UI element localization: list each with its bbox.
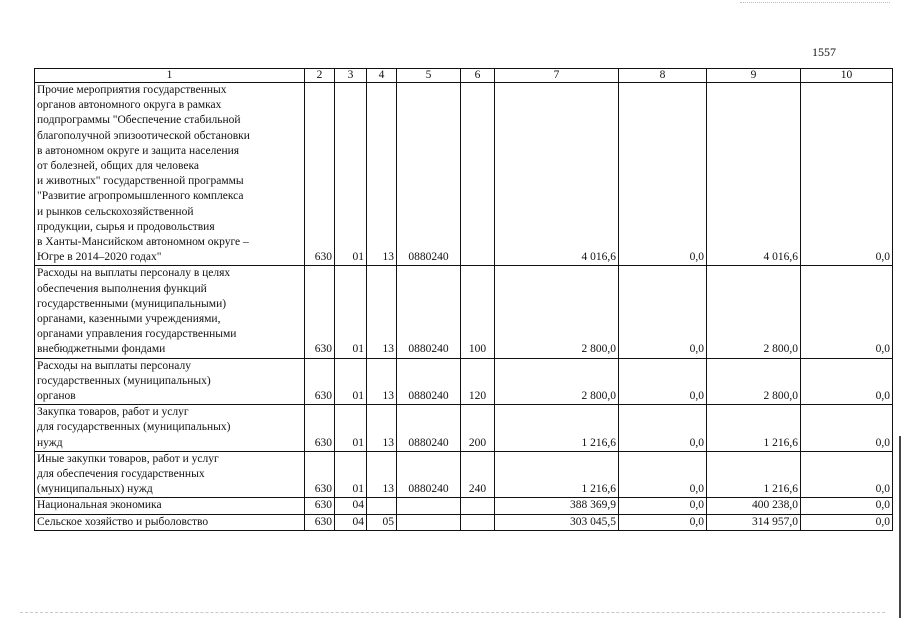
- header-col-7: 7: [495, 69, 619, 83]
- row-description: Иные закупки товаров, работ и услуг для обеспечения государственных (муниципальных) нужд: [35, 451, 305, 498]
- cell-amount-col7: 1 216,6: [495, 405, 619, 452]
- header-row: [35, 69, 893, 83]
- cell-ministry-code: 630: [305, 498, 335, 514]
- cell-ministry-code: 630: [305, 514, 335, 530]
- cell-target-article: 0880240: [397, 451, 461, 498]
- cell-amount-col8: 0,0: [619, 358, 707, 405]
- cell-amount-col8: 0,0: [619, 498, 707, 514]
- cell-amount-col9: 2 800,0: [707, 358, 801, 405]
- row-description: Расходы на выплаты персоналу государственных (муниципальных) органов: [35, 358, 305, 405]
- cell-subsection-code: 13: [367, 266, 397, 358]
- cell-amount-col10: 0,0: [801, 83, 893, 266]
- budget-table: [34, 68, 893, 531]
- cell-amount-col7: 303 045,5: [495, 514, 619, 530]
- table-row: [35, 498, 893, 514]
- row-description: Сельское хозяйство и рыболовство: [35, 514, 305, 530]
- cell-amount-col9: 4 016,6: [707, 83, 801, 266]
- cell-subsection-code: [367, 498, 397, 514]
- cell-amount-col9: 1 216,6: [707, 405, 801, 452]
- cell-subsection-code: 05: [367, 514, 397, 530]
- header-col-6: 6: [461, 69, 495, 83]
- table-row: [35, 514, 893, 530]
- cell-target-article: [397, 498, 461, 514]
- cell-expense-type: 200: [461, 405, 495, 452]
- cell-amount-col7: 388 369,9: [495, 498, 619, 514]
- cell-amount-col10: 0,0: [801, 405, 893, 452]
- cell-expense-type: 100: [461, 266, 495, 358]
- cell-amount-col10: 0,0: [801, 498, 893, 514]
- table-row: [35, 83, 893, 266]
- cell-target-article: 0880240: [397, 358, 461, 405]
- cell-ministry-code: 630: [305, 405, 335, 452]
- header-col-10: 10: [801, 69, 893, 83]
- cell-subsection-code: 13: [367, 405, 397, 452]
- cell-subsection-code: 13: [367, 451, 397, 498]
- header-col-4: 4: [367, 69, 397, 83]
- table-row: [35, 451, 893, 498]
- cell-section-code: 01: [335, 266, 367, 358]
- cell-amount-col9: 314 957,0: [707, 514, 801, 530]
- scan-artifact-top: [740, 2, 890, 4]
- cell-expense-type: 120: [461, 358, 495, 405]
- cell-amount-col8: 0,0: [619, 266, 707, 358]
- cell-expense-type: [461, 498, 495, 514]
- cell-amount-col9: 1 216,6: [707, 451, 801, 498]
- cell-amount-col7: 1 216,6: [495, 451, 619, 498]
- cell-amount-col9: 2 800,0: [707, 266, 801, 358]
- scan-edge-mark: [899, 436, 901, 618]
- header-col-3: 3: [335, 69, 367, 83]
- row-description: Расходы на выплаты персоналу в целях обеспечения выполнения функций государственными (муниципальными) органами, казенными учреждениями, органами управления государственными внебюджетными фондами: [35, 266, 305, 358]
- cell-ministry-code: 630: [305, 266, 335, 358]
- cell-amount-col7: 4 016,6: [495, 83, 619, 266]
- table-row: [35, 266, 893, 358]
- cell-amount-col10: 0,0: [801, 451, 893, 498]
- cell-ministry-code: 630: [305, 451, 335, 498]
- cell-expense-type: [461, 514, 495, 530]
- cell-section-code: 01: [335, 83, 367, 266]
- row-description: Национальная экономика: [35, 498, 305, 514]
- cell-ministry-code: 630: [305, 83, 335, 266]
- cell-amount-col10: 0,0: [801, 266, 893, 358]
- cell-subsection-code: 13: [367, 83, 397, 266]
- cell-amount-col10: 0,0: [801, 514, 893, 530]
- cell-amount-col8: 0,0: [619, 405, 707, 452]
- header-col-5: 5: [397, 69, 461, 83]
- cell-target-article: 0880240: [397, 266, 461, 358]
- cell-amount-col8: 0,0: [619, 514, 707, 530]
- header-col-2: 2: [305, 69, 335, 83]
- cell-expense-type: [461, 83, 495, 266]
- cell-target-article: 0880240: [397, 83, 461, 266]
- cell-ministry-code: 630: [305, 358, 335, 405]
- page-number: 1557: [812, 45, 836, 59]
- cell-amount-col7: 2 800,0: [495, 266, 619, 358]
- cell-target-article: [397, 514, 461, 530]
- cell-section-code: 01: [335, 358, 367, 405]
- cell-section-code: 04: [335, 498, 367, 514]
- header-col-8: 8: [619, 69, 707, 83]
- cell-subsection-code: 13: [367, 358, 397, 405]
- row-description: Закупка товаров, работ и услуг для государственных (муниципальных) нужд: [35, 405, 305, 452]
- scan-artifact-bottom: [20, 612, 885, 614]
- table-row: [35, 405, 893, 452]
- table-row: [35, 358, 893, 405]
- cell-target-article: 0880240: [397, 405, 461, 452]
- row-description: Прочие мероприятия государственных органов автономного округа в рамках подпрограммы "Обеспечение стабильной благополучной эпизоотической обстановки в автономном округе и защита населения от болезней, общих для человека и животных" государственной программы "Развитие агропромышленного комплекса и рынков сельскохозяйственной продукции, сырья и продовольствия в Ханты-Мансийском автономном округе – Югре в 2014–2020 годах": [35, 83, 305, 266]
- cell-amount-col7: 2 800,0: [495, 358, 619, 405]
- cell-section-code: 01: [335, 405, 367, 452]
- cell-amount-col10: 0,0: [801, 358, 893, 405]
- cell-section-code: 01: [335, 451, 367, 498]
- header-col-9: 9: [707, 69, 801, 83]
- cell-amount-col9: 400 238,0: [707, 498, 801, 514]
- cell-section-code: 04: [335, 514, 367, 530]
- cell-expense-type: 240: [461, 451, 495, 498]
- cell-amount-col8: 0,0: [619, 451, 707, 498]
- cell-amount-col8: 0,0: [619, 83, 707, 266]
- header-col-1: 1: [35, 69, 305, 83]
